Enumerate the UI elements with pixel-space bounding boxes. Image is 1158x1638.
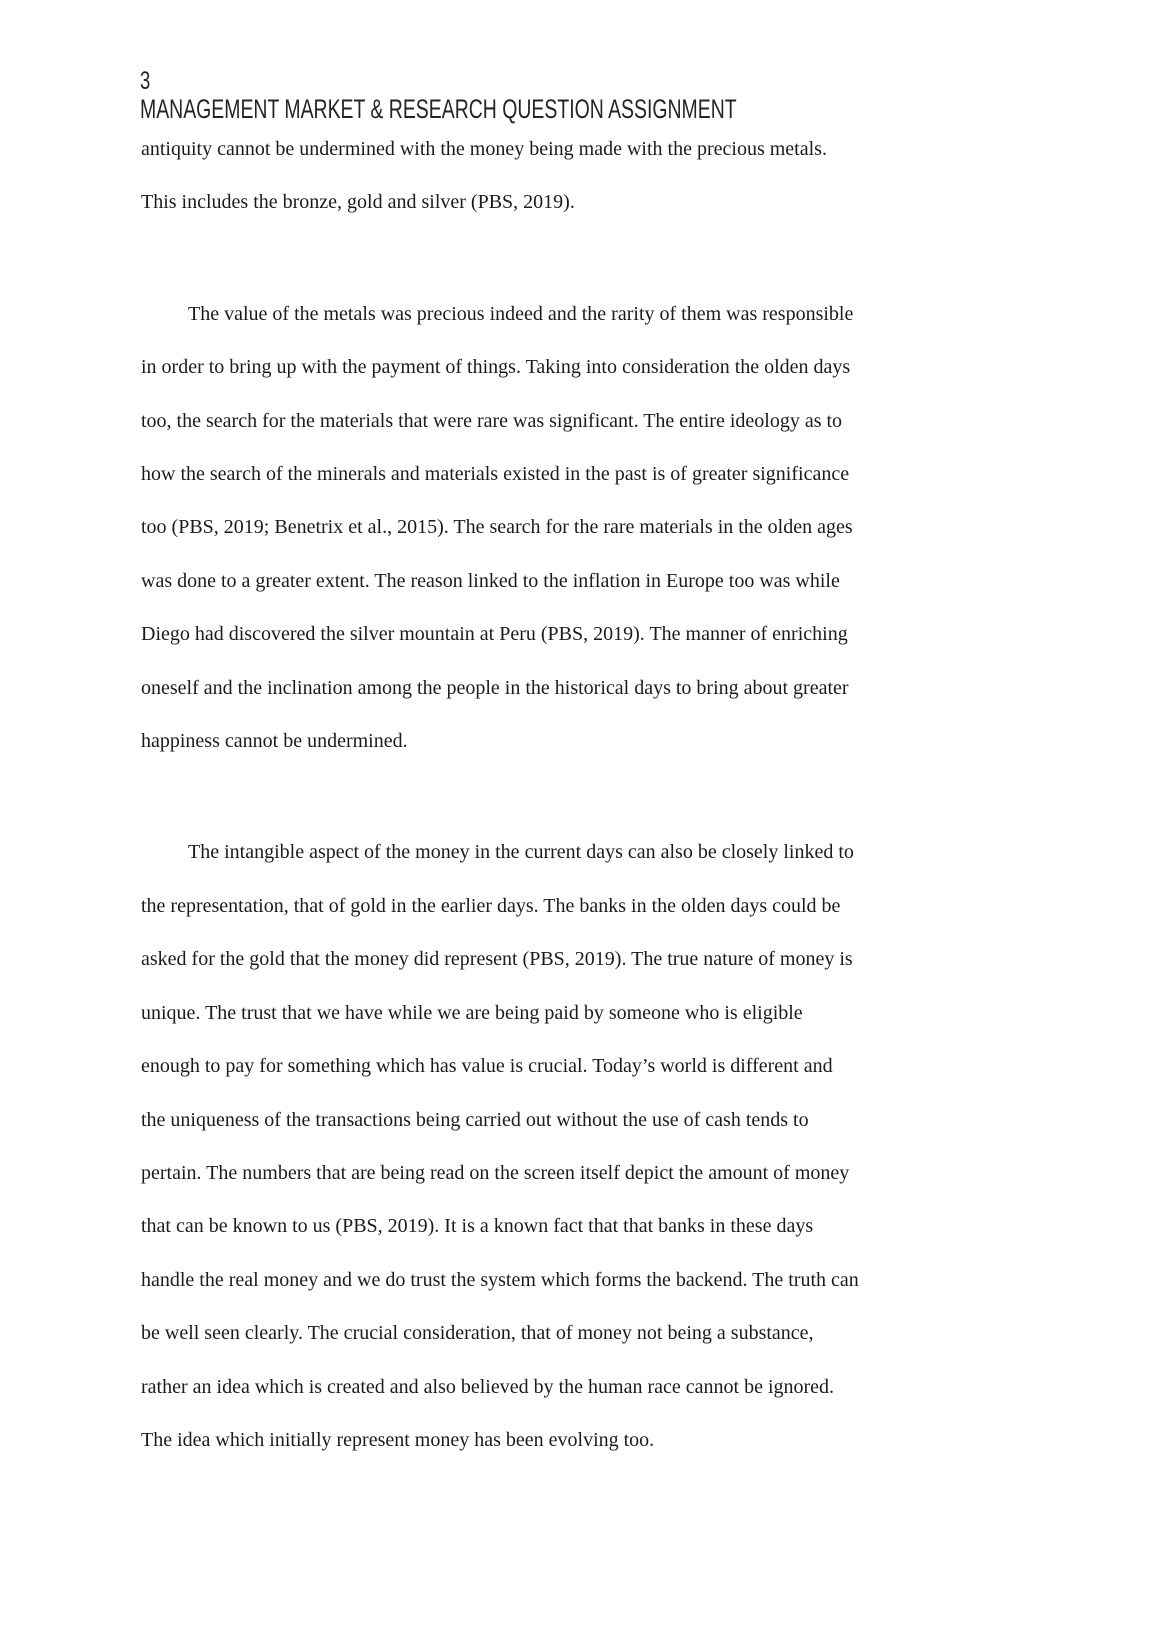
- text-line: Diego had discovered the silver mountain at Peru (PBS, 2019). The manner of enriching: [141, 623, 848, 646]
- text-line: that can be known to us (PBS, 2019). It is a known fact that that banks in these days: [141, 1215, 814, 1238]
- text-line: enough to pay for something which has value is crucial. Today’s world is different and: [141, 1055, 833, 1078]
- text-line: pertain. The numbers that are being read on the screen itself depict the amount of money: [141, 1161, 850, 1184]
- paragraph: [141, 826, 1021, 1467]
- paragraph: [141, 123, 1021, 230]
- text-line: happiness cannot be undermined.: [141, 730, 408, 753]
- text-line: The intangible aspect of the money in the current days can also be closely linked to: [188, 841, 854, 864]
- text-line: the representation, that of gold in the earlier days. The banks in the olden days could be: [141, 894, 841, 917]
- text-line: antiquity cannot be undermined with the money being made with the precious metals.: [141, 138, 827, 160]
- text-line: the uniqueness of the transactions being carried out without the use of cash tends to: [141, 1108, 809, 1131]
- text-line: was done to a greater extent. The reason linked to the inflation in Europe too was while: [141, 569, 840, 592]
- text-line: rather an idea which is created and also believed by the human race cannot be ignored.: [141, 1375, 835, 1398]
- text-line: handle the real money and we do trust the system which forms the backend. The truth can: [141, 1268, 859, 1291]
- text-line: in order to bring up with the payment of things. Taking into consideration the olden days: [141, 356, 851, 379]
- text-line: unique. The trust that we have while we are being paid by someone who is eligible: [141, 1001, 803, 1024]
- document-body: [141, 123, 1021, 1467]
- text-line: The idea which initially represent money has been evolving too.: [141, 1428, 655, 1451]
- text-line: how the search of the minerals and materials existed in the past is of greater significance: [141, 463, 850, 486]
- paragraph: [141, 288, 1021, 769]
- text-line: too (PBS, 2019; Benetrix et al., 2015). The search for the rare materials in the olden ages: [141, 516, 853, 539]
- text-line: too, the search for the materials that were rare was significant. The entire ideology as to: [141, 409, 843, 432]
- text-line: This includes the bronze, gold and silver (PBS, 2019).: [141, 191, 575, 214]
- running-head: MANAGEMENT MARKET & RESEARCH QUESTION ASSIGNMENT: [140, 94, 737, 124]
- text-line: asked for the gold that the money did represent (PBS, 2019). The true nature of money is: [141, 948, 853, 971]
- page-number: 3: [140, 67, 151, 95]
- text-line: be well seen clearly. The crucial consideration, that of money not being a substance,: [141, 1322, 814, 1345]
- text-line: oneself and the inclination among the people in the historical days to bring about greater: [141, 676, 849, 699]
- text-line: The value of the metals was precious indeed and the rarity of them was responsible: [188, 302, 854, 325]
